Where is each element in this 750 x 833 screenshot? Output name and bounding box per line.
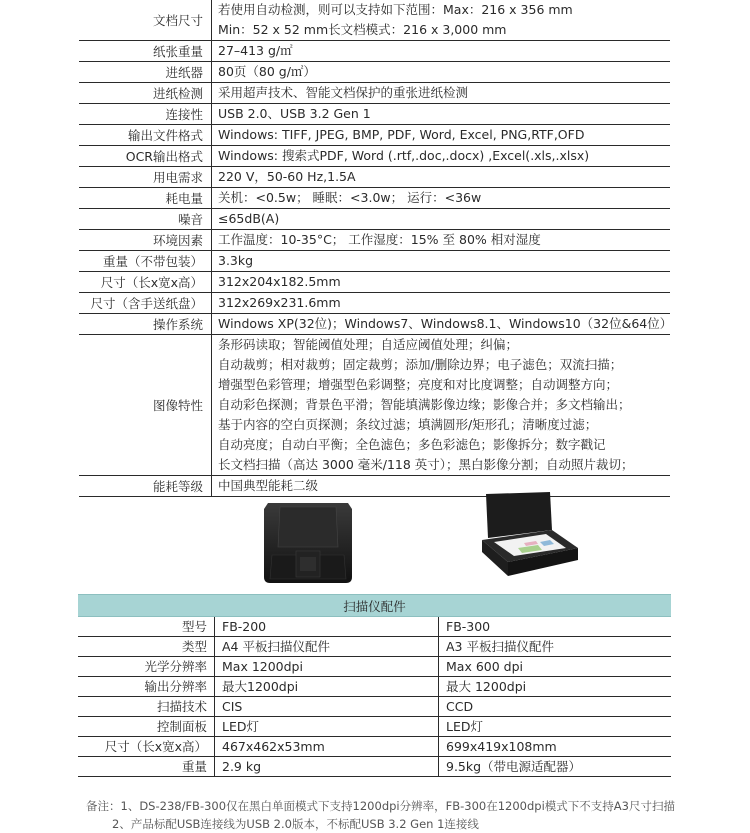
accessory-label: 型号 bbox=[78, 617, 215, 636]
spec-label: 操作系统 bbox=[79, 314, 212, 334]
fb300-value: Max 600 dpi bbox=[446, 659, 523, 674]
spec-value-line: Windows: TIFF, JPEG, BMP, PDF, Word, Excel, PNG,RTF,OFD bbox=[218, 127, 585, 142]
spec-values bbox=[212, 167, 670, 187]
accessory-row bbox=[78, 677, 671, 697]
spec-value-line: 312x269x231.6mm bbox=[218, 295, 341, 310]
spec-row bbox=[79, 314, 673, 335]
accessory-row bbox=[78, 737, 671, 757]
spec-row bbox=[79, 146, 670, 167]
fb200-value: FB-200 bbox=[215, 617, 439, 636]
accessory-table bbox=[78, 594, 671, 777]
footnote-2: 2、产品标配USB连接线为USB 2.0版本，不标配USB 3.2 Gen 1连接线 bbox=[112, 817, 479, 831]
spec-value-line: 80页（80 g/㎡） bbox=[218, 64, 316, 79]
fb300-value: 最大 1200dpi bbox=[446, 679, 527, 694]
fb200-value: Max 1200dpi bbox=[215, 657, 439, 676]
fb300-value: CCD bbox=[446, 699, 474, 714]
spec-label: 环境因素 bbox=[79, 230, 212, 250]
fb300-value: FB-300 bbox=[446, 619, 491, 634]
spec-label: 耗电量 bbox=[79, 188, 212, 208]
fb300-value: 699x419x108mm bbox=[446, 739, 557, 754]
footnote-1: 备注：1、DS-238/FB-300仅在黑白单面模式下支持1200dpi分辨率，FB-300在1200dpi模式下不支持A3尺寸扫描 bbox=[86, 799, 675, 813]
fb300-value: LED灯 bbox=[446, 719, 483, 734]
spec-row bbox=[79, 41, 670, 62]
spec-value-line: 基于内容的空白页探测；条纹过滤；填满圆形/矩形孔；清晰度过滤； bbox=[218, 417, 598, 432]
spec-value-line: Windows: 搜索式PDF, Word (.rtf,.doc,.docx) ,Excel(.xls,.xlsx) bbox=[218, 148, 590, 163]
spec-values bbox=[212, 0, 670, 40]
accessory-row bbox=[78, 697, 671, 717]
fb300-scanner-image bbox=[478, 490, 582, 584]
fb200-scanner-image bbox=[258, 495, 358, 585]
fb200-value: LED灯 bbox=[215, 717, 439, 736]
spec-value-line: 工作温度：10-35°C； 工作湿度：15% 至 80% 相对湿度 bbox=[218, 232, 541, 247]
spec-values bbox=[212, 62, 670, 82]
accessory-row bbox=[78, 657, 671, 677]
spec-label: 连接性 bbox=[79, 104, 212, 124]
accessory-row bbox=[78, 717, 671, 737]
spec-row bbox=[79, 293, 670, 314]
spec-values bbox=[212, 293, 670, 313]
spec-row bbox=[79, 83, 670, 104]
spec-label: 文档尺寸 bbox=[79, 0, 212, 40]
accessory-label: 输出分辨率 bbox=[78, 677, 215, 696]
spec-value-line: 关机：<0.5w； 睡眠：<3.0w； 运行：<36w bbox=[218, 190, 482, 205]
spec-values bbox=[212, 41, 670, 61]
accessory-label: 重量 bbox=[78, 757, 215, 776]
accessory-row bbox=[78, 617, 671, 637]
spec-row bbox=[79, 209, 670, 230]
spec-value-line: 自动彩色探测；背景色平滑；智能填满影像边缘；影像合并；多文档输出； bbox=[218, 397, 631, 412]
spec-value-line: 若使用自动检测，则可以支持如下范围：Max：216 x 356 mm bbox=[218, 2, 573, 17]
spec-values bbox=[212, 188, 670, 208]
spec-value-line: 220 V，50-60 Hz,1.5A bbox=[218, 169, 356, 184]
spec-label: 尺寸（含手送纸盘） bbox=[79, 293, 212, 313]
spec-values bbox=[212, 335, 670, 475]
spec-value-line: 27–413 g/㎡ bbox=[218, 43, 293, 58]
spec-label: 噪音 bbox=[79, 209, 212, 229]
spec-row bbox=[79, 104, 670, 125]
fb200-value: CIS bbox=[215, 697, 439, 716]
spec-value-line: Min：52 x 52 mm长文档模式：216 x 3,000 mm bbox=[218, 22, 507, 37]
spec-table bbox=[79, 0, 673, 497]
spec-values bbox=[212, 125, 670, 145]
spec-row bbox=[79, 251, 670, 272]
fb300-value: 9.5kg（带电源适配器） bbox=[446, 759, 582, 774]
accessory-row bbox=[78, 637, 671, 657]
accessory-label: 尺寸（长x宽x高） bbox=[78, 737, 215, 756]
spec-value-line: Windows XP(32位)；Windows7、Windows8.1、Windows10（32位&64位） bbox=[218, 316, 673, 331]
spec-row bbox=[79, 335, 670, 476]
spec-value-line: 条形码读取；智能阈值处理；自适应阈值处理；纠偏； bbox=[218, 337, 519, 352]
spec-value-line: 中国典型能耗二级 bbox=[218, 478, 319, 493]
spec-value-line: 长文档扫描（高达 3000 毫米/118 英寸）；黑白影像分割；自动照片裁切； bbox=[218, 457, 634, 472]
spec-label: 输出文件格式 bbox=[79, 125, 212, 145]
spec-values bbox=[212, 146, 670, 166]
spec-value-line: 3.3kg bbox=[218, 253, 254, 268]
spec-values bbox=[212, 314, 672, 334]
spec-value-line: 增强型色彩管理；增强型色彩调整；亮度和对比度调整；自动调整方向； bbox=[218, 377, 619, 392]
spec-label: 能耗等级 bbox=[79, 476, 212, 496]
footnotes bbox=[86, 797, 675, 833]
spec-row bbox=[79, 272, 670, 293]
fb200-value: 2.9 kg bbox=[215, 757, 439, 776]
spec-row bbox=[79, 0, 670, 41]
spec-value-line: 312x204x182.5mm bbox=[218, 274, 341, 289]
fb200-value: A4 平板扫描仪配件 bbox=[215, 637, 439, 656]
spec-label: 进纸器 bbox=[79, 62, 212, 82]
spec-values bbox=[212, 209, 670, 229]
fb300-value: A3 平板扫描仪配件 bbox=[446, 639, 554, 654]
spec-row bbox=[79, 125, 670, 146]
fb200-value: 最大1200dpi bbox=[215, 677, 439, 696]
accessory-table-title: 扫描仪配件 bbox=[78, 594, 671, 617]
spec-row bbox=[79, 62, 670, 83]
spec-value-line: 自动裁剪；相对裁剪；固定裁剪；添加/删除边界；电子滤色；双流扫描； bbox=[218, 357, 623, 372]
spec-value-line: 采用超声技术、智能文档保护的重张进纸检测 bbox=[218, 85, 469, 100]
spec-label: 进纸检测 bbox=[79, 83, 212, 103]
accessory-row bbox=[78, 757, 671, 777]
spec-values bbox=[212, 104, 670, 124]
spec-values bbox=[212, 251, 670, 271]
spec-label: 图像特性 bbox=[79, 335, 212, 475]
spec-row bbox=[79, 230, 670, 251]
spec-row bbox=[79, 167, 670, 188]
spec-value-line: USB 2.0、USB 3.2 Gen 1 bbox=[218, 106, 371, 121]
spec-values bbox=[212, 476, 670, 496]
accessory-label: 类型 bbox=[78, 637, 215, 656]
spec-values bbox=[212, 83, 670, 103]
accessory-label: 光学分辨率 bbox=[78, 657, 215, 676]
spec-row bbox=[79, 188, 670, 209]
spec-label: 纸张重量 bbox=[79, 41, 212, 61]
spec-label: 用电需求 bbox=[79, 167, 212, 187]
spec-label: 尺寸（长x宽x高） bbox=[79, 272, 212, 292]
fb200-value: 467x462x53mm bbox=[215, 737, 439, 756]
spec-label: OCR输出格式 bbox=[79, 146, 212, 166]
spec-values bbox=[212, 272, 670, 292]
spec-value-line: ≤65dB(A) bbox=[218, 211, 280, 226]
spec-value-line: 自动亮度；自动白平衡；全色滤色；多色彩滤色；影像拆分；数字戳记 bbox=[218, 437, 606, 452]
accessory-label: 扫描技术 bbox=[78, 697, 215, 716]
accessory-label: 控制面板 bbox=[78, 717, 215, 736]
spec-values bbox=[212, 230, 670, 250]
spec-label: 重量（不带包装） bbox=[79, 251, 212, 271]
